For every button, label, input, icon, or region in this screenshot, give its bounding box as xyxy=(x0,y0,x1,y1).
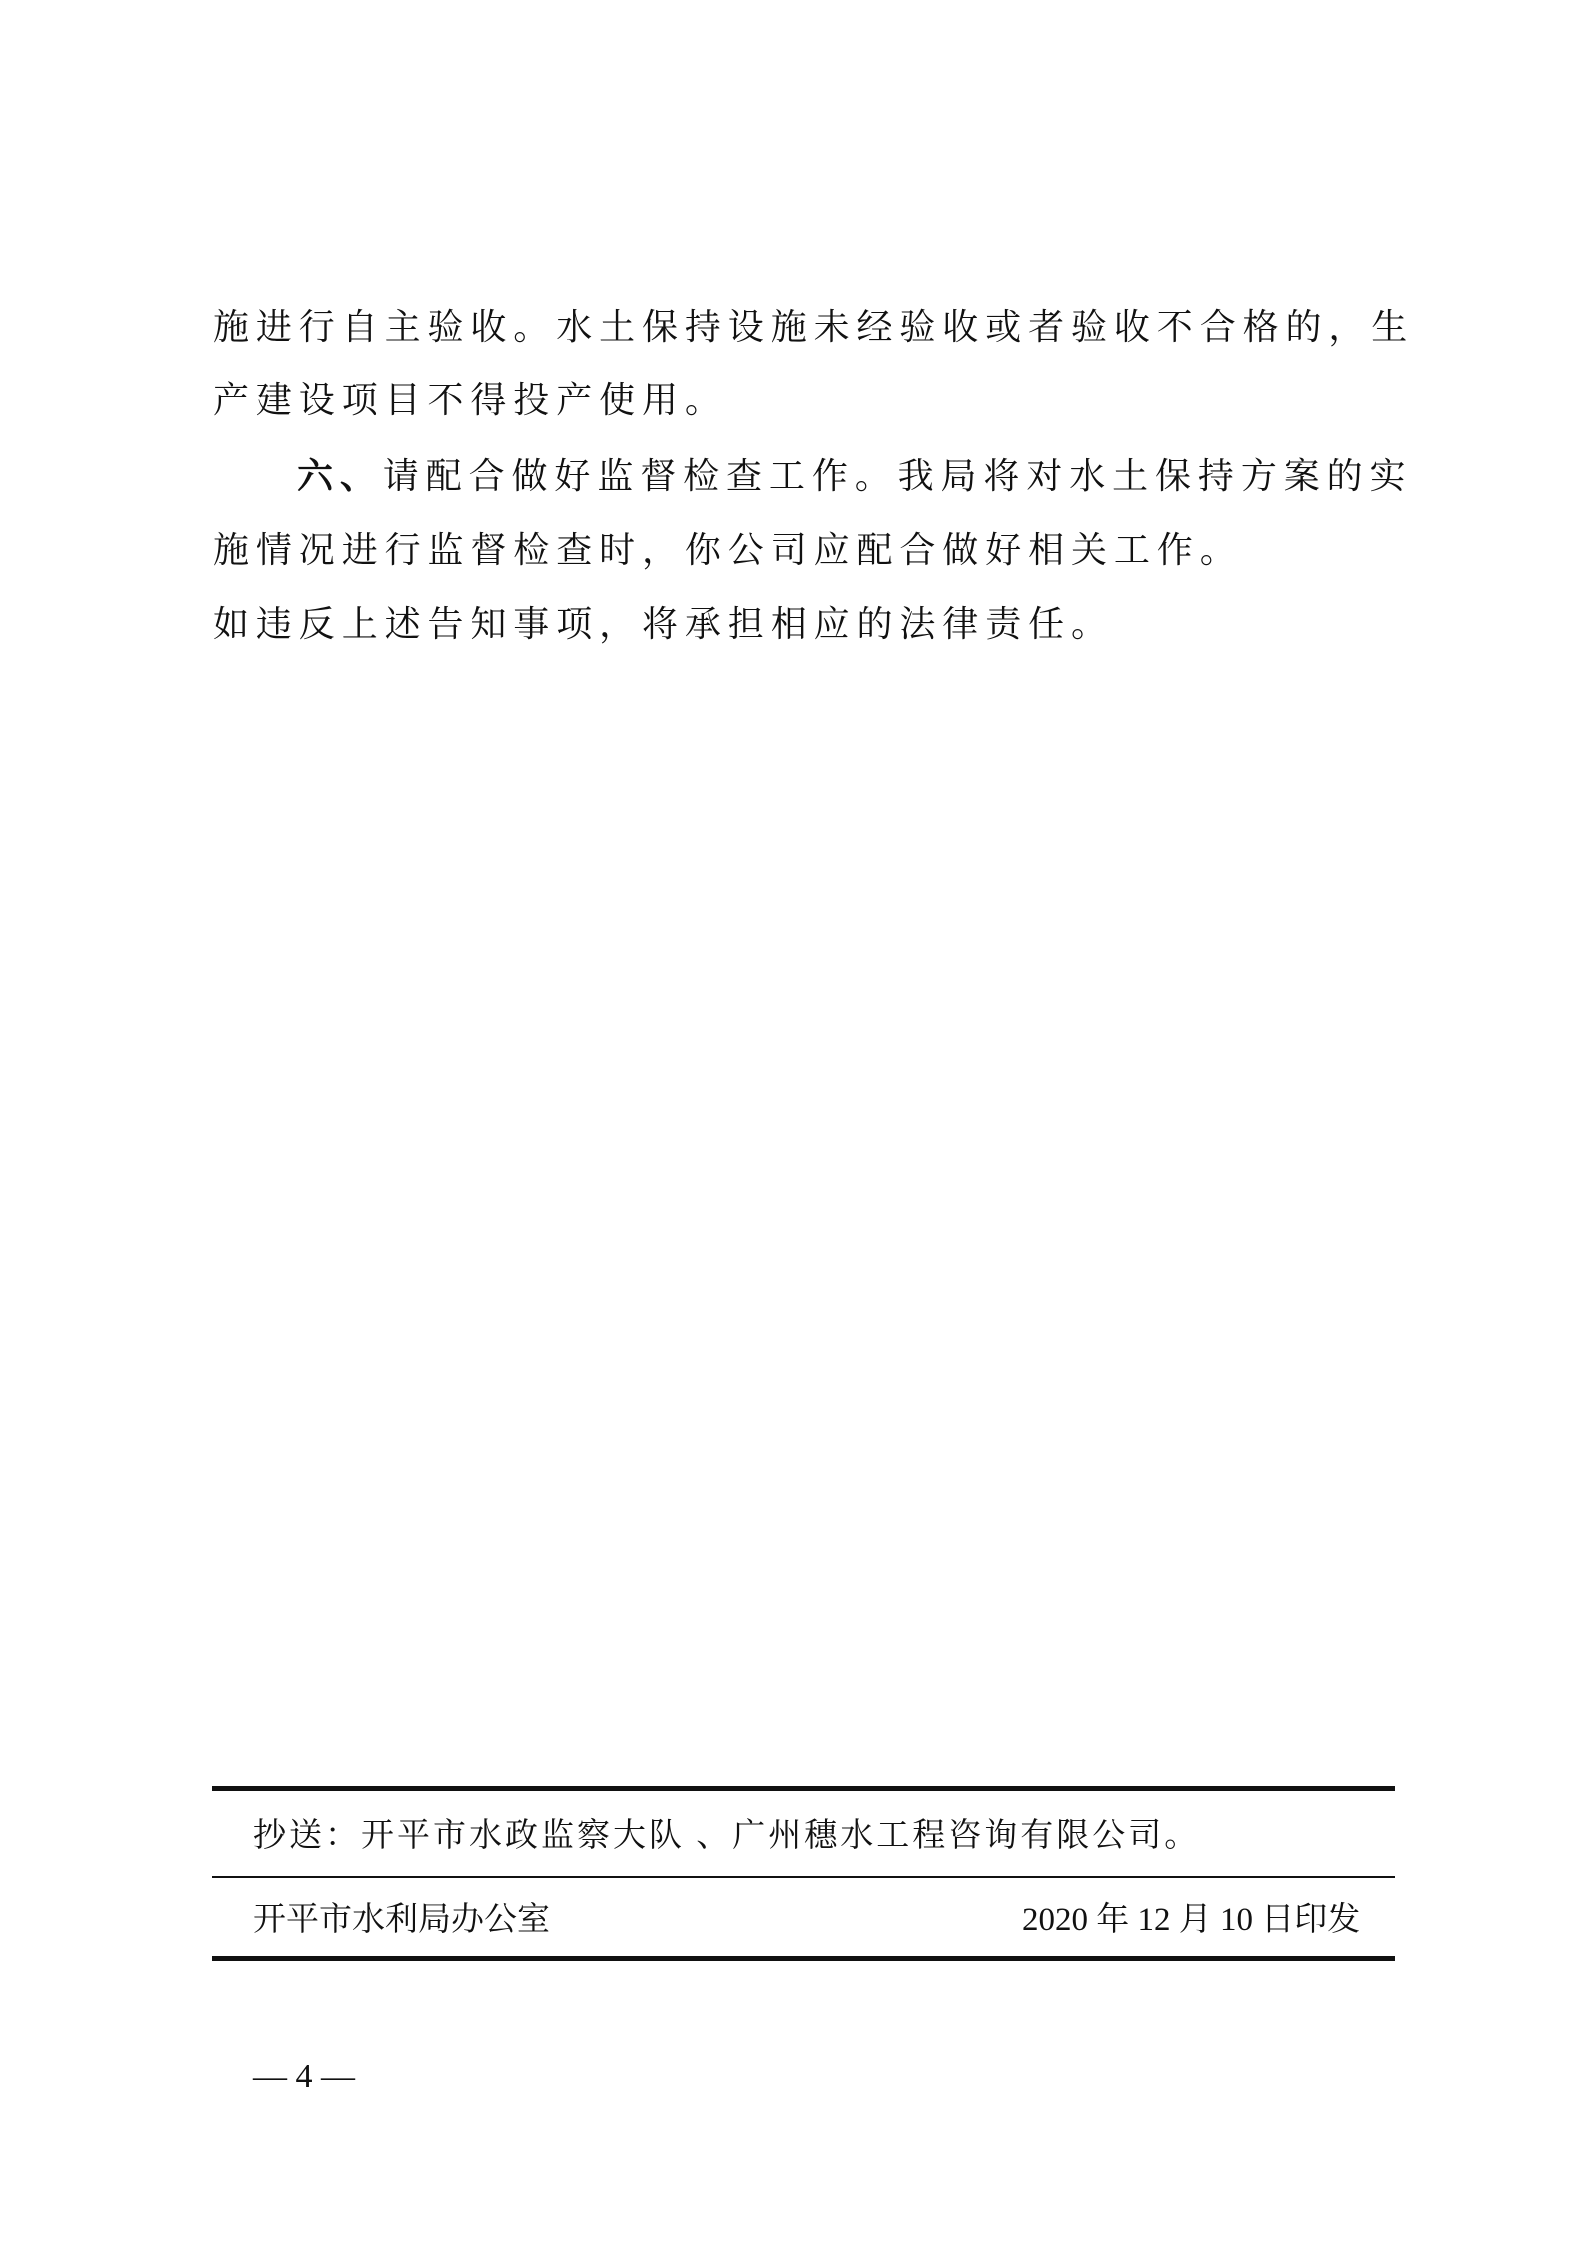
footer-bottom-rule xyxy=(212,1956,1395,1961)
paragraph-text: 请配合做好监督检查工作。我局将对水土保持方案的实 xyxy=(382,456,1413,497)
paragraph-line: 施进行自主验收。水土保持设施未经验收或者验收不合格的，生 xyxy=(213,307,1415,348)
paragraph-line: 施情况进行监督检查时，你公司应配合做好相关工作。 xyxy=(213,530,1243,571)
paragraph-line xyxy=(297,455,1413,497)
footer-middle-rule xyxy=(212,1876,1395,1878)
footer-top-rule xyxy=(212,1786,1395,1791)
paragraph-line: 如违反上述告知事项，将承担相应的法律责任。 xyxy=(213,604,1114,645)
cc-label: 抄送： xyxy=(253,1818,361,1854)
issue-date: 2020 年 12 月 10 日印发 xyxy=(1022,1902,1361,1938)
section-heading-six: 六、 xyxy=(297,455,383,497)
issuer-office: 开平市水利局办公室 xyxy=(253,1902,550,1938)
page-number: — 4 — xyxy=(253,2058,355,2095)
paragraph-line: 产建设项目不得投产使用。 xyxy=(213,380,728,421)
cc-recipients: 开平市水政监察大队 、广州穗水工程咨询有限公司。 xyxy=(361,1818,1201,1854)
cc-line xyxy=(253,1820,1200,1853)
